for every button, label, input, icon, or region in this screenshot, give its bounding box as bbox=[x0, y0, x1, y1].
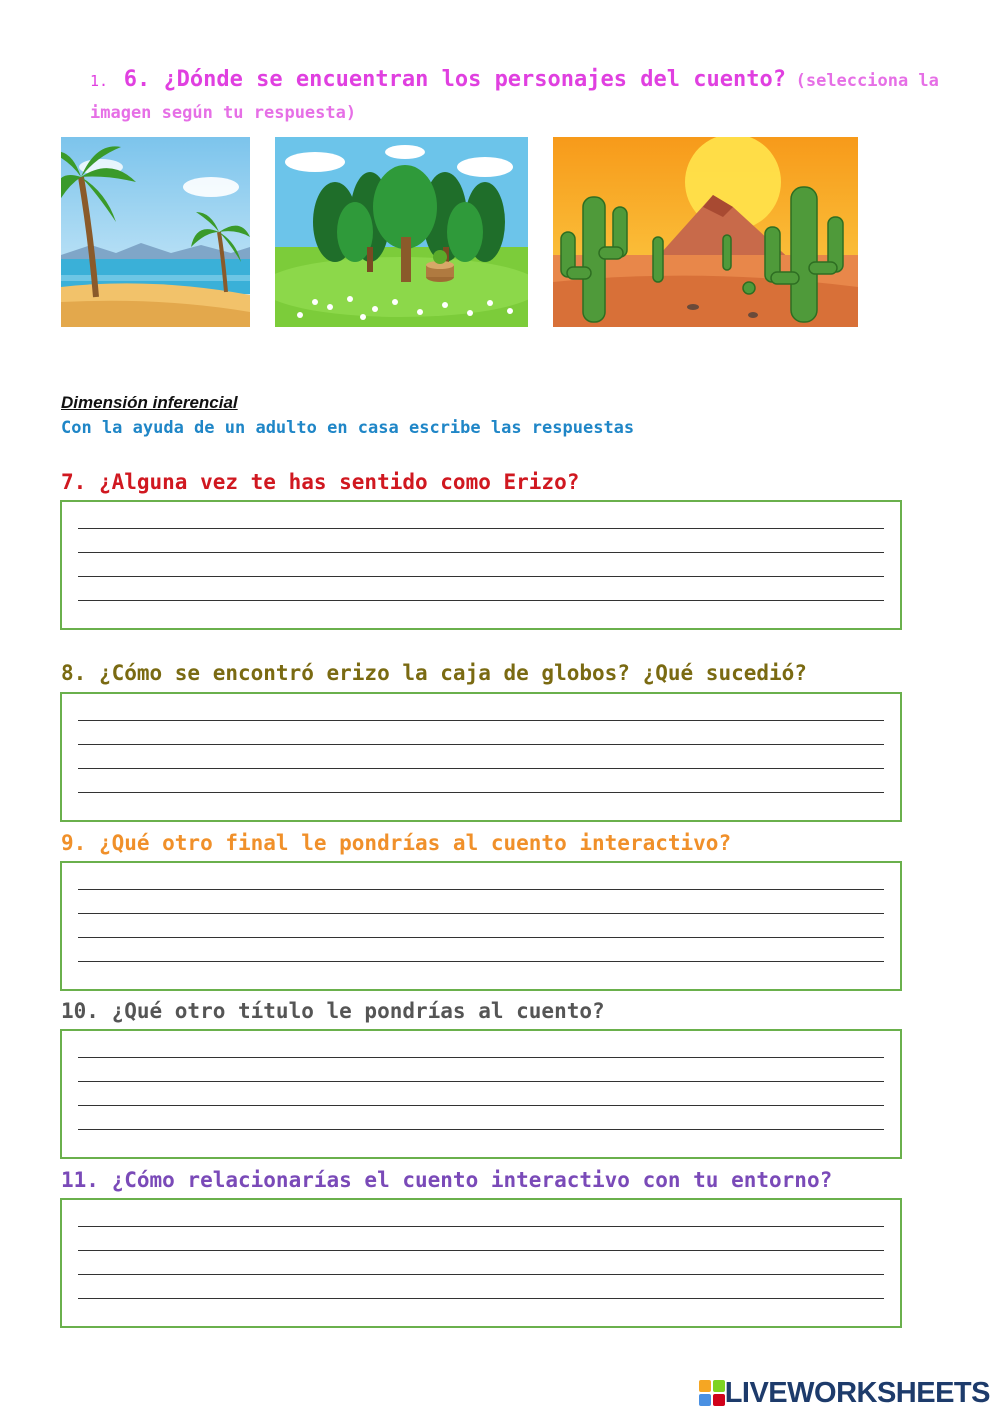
question-6-title: 6. ¿Dónde se encuentran los personajes del cuento? bbox=[123, 67, 786, 92]
question-6 bbox=[90, 64, 940, 129]
answer-box-7[interactable] bbox=[60, 500, 902, 630]
liveworksheets-logo-icon bbox=[699, 1380, 725, 1406]
question-11-title: 11. ¿Cómo relacionarías el cuento interactivo con tu entorno? bbox=[61, 1168, 833, 1192]
answer-box-8[interactable] bbox=[60, 692, 902, 822]
desert-illustration bbox=[553, 137, 858, 327]
logo-text: LIVEWORKSHEETS bbox=[724, 1376, 990, 1409]
desert-image[interactable] bbox=[553, 137, 858, 327]
answer-box-9[interactable] bbox=[60, 861, 902, 991]
question-7-title: 7. ¿Alguna vez te has sentido como Erizo? bbox=[61, 470, 580, 494]
question-9-title: 9. ¿Qué otro final le pondrías al cuento interactivo? bbox=[61, 831, 732, 855]
section-instruction: Con la ayuda de un adulto en casa escribe las respuestas bbox=[61, 418, 635, 438]
list-number: 1. bbox=[90, 72, 109, 90]
question-10-title: 10. ¿Qué otro título le pondrías al cuento? bbox=[61, 999, 605, 1023]
forest-illustration bbox=[275, 137, 528, 327]
beach-image[interactable] bbox=[61, 137, 250, 327]
question-6-subtitle: (selecciona la imagen según tu respuesta) bbox=[90, 71, 939, 123]
liveworksheets-logo[interactable] bbox=[699, 1376, 990, 1410]
section-title: Dimensión inferencial bbox=[61, 393, 238, 412]
answer-box-11[interactable] bbox=[60, 1198, 902, 1328]
beach-illustration bbox=[61, 137, 250, 327]
question-8-title: 8. ¿Cómo se encontró erizo la caja de globos? ¿Qué sucedió? bbox=[61, 661, 807, 685]
forest-image[interactable] bbox=[275, 137, 528, 327]
answer-box-10[interactable] bbox=[60, 1029, 902, 1159]
